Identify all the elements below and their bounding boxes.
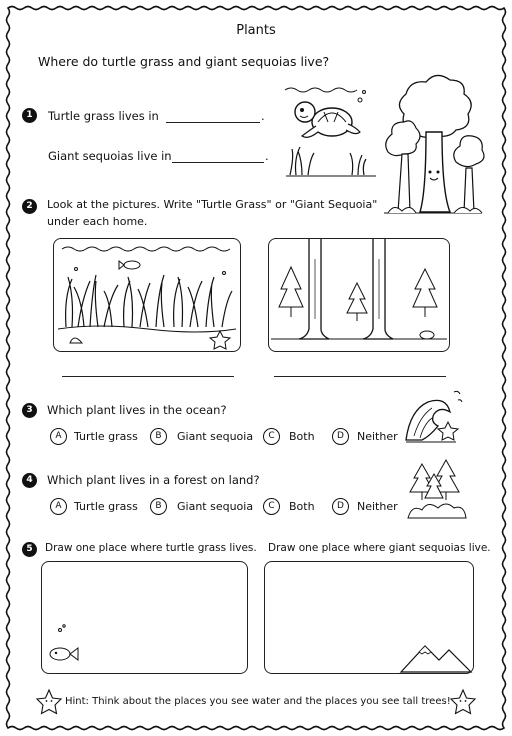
q4-choice-b-text: Giant sequoia <box>177 500 254 513</box>
starfish-icon <box>36 689 62 715</box>
question-number-2: 2 <box>22 199 37 214</box>
q3-choice-b-text: Giant sequoia <box>177 430 254 443</box>
turtle-icon <box>280 80 380 180</box>
q2-instruction-line2: under each home. <box>47 215 148 228</box>
question-number-1: 1 <box>22 108 37 123</box>
wave-icon <box>404 386 464 446</box>
q1-period-1: . <box>261 109 265 123</box>
pine-forest-icon <box>408 458 468 522</box>
q4-choice-d-text: Neither <box>357 500 398 513</box>
q4-choice-c-bubble[interactable]: C <box>263 498 280 515</box>
q3-choice-a-text: Turtle grass <box>74 430 138 443</box>
q5-right-prompt: Draw one place where giant sequoias live. <box>268 542 491 554</box>
seagrass-picture-box <box>53 238 241 352</box>
main-question: Where do turtle grass and giant sequoias live? <box>38 54 330 69</box>
sequoia-forest-icon <box>269 239 449 351</box>
mountain-icon <box>399 636 473 672</box>
starfish-icon <box>450 689 476 715</box>
q2-answer-line-right[interactable] <box>274 376 446 377</box>
question-number-3: 3 <box>22 403 37 418</box>
q1-turtle-answer-line[interactable] <box>166 122 260 123</box>
q4-choice-a-bubble[interactable]: A <box>50 498 67 515</box>
question-number-4: 4 <box>22 473 37 488</box>
q4-choice-a-text: Turtle grass <box>74 500 138 513</box>
q2-instruction-line1: Look at the pictures. Write "Turtle Grass" or "Giant Sequoia" <box>47 198 378 211</box>
q4-choice-d-bubble[interactable]: D <box>332 498 349 515</box>
forest-picture-box <box>268 238 450 352</box>
q3-question: Which plant lives in the ocean? <box>47 403 227 417</box>
q4-choice-b-bubble[interactable]: B <box>150 498 167 515</box>
turtle-grass-drawing-box[interactable] <box>41 561 248 674</box>
q5-left-prompt: Draw one place where turtle grass lives. <box>45 542 257 554</box>
q1-sequoia-answer-line[interactable] <box>172 162 264 163</box>
sequoia-drawing-box[interactable] <box>264 561 474 674</box>
sequoia-tree-icon <box>384 72 484 217</box>
q3-choice-d-text: Neither <box>357 430 398 443</box>
q3-choice-b-bubble[interactable]: B <box>150 428 167 445</box>
q4-choice-c-text: Both <box>289 500 315 513</box>
q1-period-2: . <box>265 149 269 163</box>
q3-choice-d-bubble[interactable]: D <box>332 428 349 445</box>
shell-icon <box>70 338 82 343</box>
q1-turtle-prompt: Turtle grass lives in <box>48 109 159 123</box>
q2-answer-line-left[interactable] <box>62 376 234 377</box>
q1-sequoia-prompt: Giant sequoias live in <box>48 149 172 163</box>
starfish-icon <box>210 331 230 349</box>
q3-choice-a-bubble[interactable]: A <box>50 428 67 445</box>
seagrass-icon <box>54 239 240 351</box>
question-number-5: 5 <box>22 542 37 557</box>
hint-text: Hint: Think about the places you see water and the places you see tall trees! <box>65 696 451 707</box>
q3-choice-c-text: Both <box>289 430 315 443</box>
fish-icon <box>46 624 86 668</box>
page-title: Plants <box>236 23 276 38</box>
q4-question: Which plant lives in a forest on land? <box>47 473 260 487</box>
q3-choice-c-bubble[interactable]: C <box>263 428 280 445</box>
